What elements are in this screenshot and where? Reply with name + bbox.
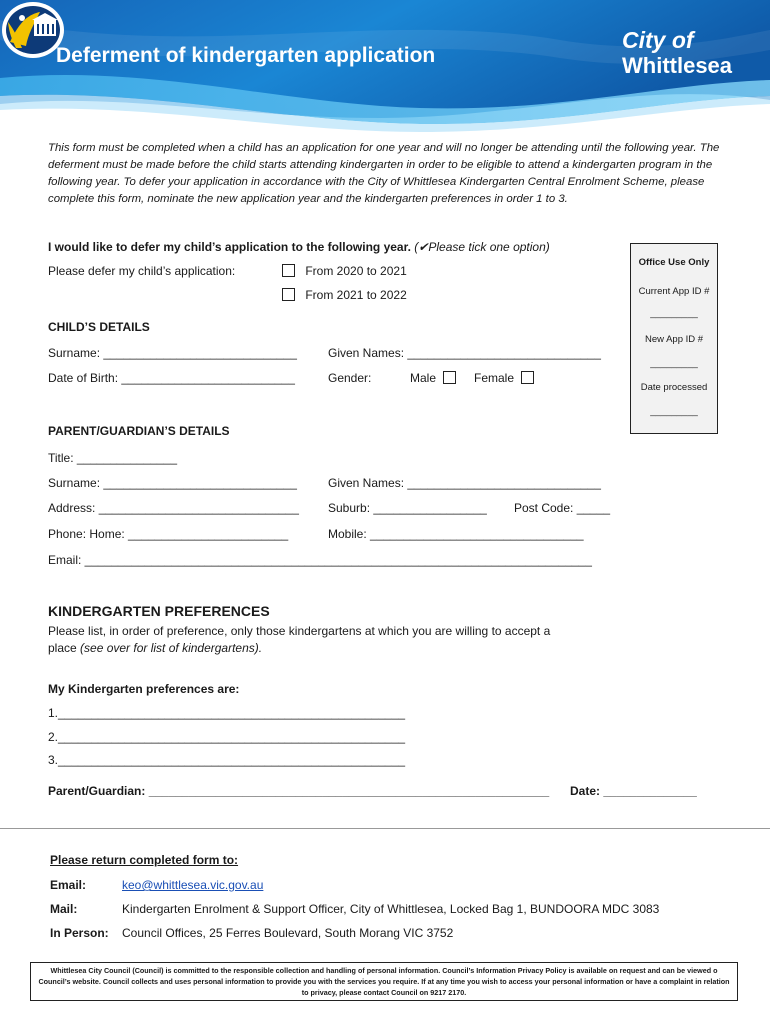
parent-guardian-signature-field[interactable]: Parent/Guardian: ____________________________________________________________: [48, 784, 550, 798]
page-title: Deferment of kindergarten application: [56, 44, 436, 67]
logo-line-1: City of: [622, 27, 694, 53]
child-gender-label: Gender:: [328, 371, 372, 385]
child-dob-field[interactable]: Date of Birth: __________________________: [48, 371, 295, 385]
parent-mobile-field[interactable]: Mobile: ________________________________: [328, 527, 584, 541]
prefs-subheading: My Kindergarten preferences are:: [48, 682, 240, 696]
logo-line-2: Whittlesea: [622, 53, 733, 78]
parent-surname-field[interactable]: Surname: _____________________________: [48, 476, 297, 490]
gender-male-option[interactable]: [410, 371, 456, 385]
city-logo-icon: [0, 0, 66, 60]
defer-label: Please defer my child’s application:: [48, 264, 236, 278]
defer-heading: I would like to defer my child’s application to the following year.: [48, 240, 411, 254]
return-heading: Please return completed form to:: [50, 853, 239, 867]
preference-line-1[interactable]: 1.____________________________________________________: [48, 706, 406, 720]
checkbox-female[interactable]: [521, 371, 534, 384]
city-logo-text: [622, 28, 732, 78]
return-email-label: Email:: [50, 878, 87, 892]
prefs-desc-text: place: [48, 641, 81, 655]
office-current-blank: _________: [650, 308, 698, 319]
header-banner: [0, 0, 770, 135]
parent-title-field[interactable]: Title: _______________: [48, 451, 177, 465]
parent-phone-home-field[interactable]: Phone: Home: ________________________: [48, 527, 289, 541]
option-2021-label: From 2021 to 2022: [305, 288, 407, 302]
checkbox-male[interactable]: [443, 371, 456, 384]
defer-option-2021[interactable]: [282, 288, 407, 302]
child-details-heading: CHILD’S DETAILS: [48, 320, 150, 334]
female-label: Female: [474, 371, 515, 385]
parent-details-heading: PARENT/GUARDIAN’S DETAILS: [48, 424, 230, 438]
gender-female-option[interactable]: [474, 371, 534, 385]
parent-email-field[interactable]: Email: ____________________________________________________________________________: [48, 553, 592, 567]
child-given-names-field[interactable]: Given Names: _____________________________: [328, 346, 601, 360]
return-email-link[interactable]: keo@whittlesea.vic.gov.au: [122, 878, 264, 892]
prefs-heading: KINDERGARTEN PREFERENCES: [48, 603, 270, 619]
parent-suburb-field[interactable]: Suburb: _________________: [328, 501, 487, 515]
office-current-id: Current App ID #: [638, 286, 710, 297]
defer-hint: (✔Please tick one option): [414, 240, 550, 254]
office-use-box: [630, 243, 718, 434]
return-in-person-address: Council Offices, 25 Ferres Boulevard, South Morang VIC 3752: [122, 926, 454, 940]
return-mail-label: Mail:: [50, 902, 78, 916]
office-new-id: New App ID #: [644, 334, 704, 345]
preference-line-3[interactable]: 3.____________________________________________________: [48, 753, 406, 767]
male-label: Male: [410, 371, 437, 385]
parent-given-names-field[interactable]: Given Names: _____________________________: [328, 476, 601, 490]
office-use-title: Office Use Only: [638, 257, 710, 268]
checkbox-2020-2021[interactable]: [282, 264, 295, 277]
prefs-desc-note: (see over for list of kindergartens).: [80, 641, 263, 655]
parent-address-field[interactable]: Address: ______________________________: [48, 501, 299, 515]
intro-paragraph: This form must be completed when a child has an application for one year and will no longer be attending until the following year. The deferment must be made before the child starts attending kindergarten in order to be eligible to attend a kindergarten program in the following year. To defer your application in accordance with the City of Whittlesea Kindergarten Central Enrolment Scheme, please complete this form, nominate the new application year and the kindergarten preferences in order 1 to 3.: [48, 142, 720, 205]
prefs-desc-line1: Please list, in order of preference, only those kindergartens at which you are willing to accept a: [48, 624, 551, 638]
office-date-blank: _________: [650, 406, 698, 417]
child-surname-field[interactable]: Surname: _____________________________: [48, 346, 297, 360]
defer-heading-row: [48, 240, 550, 254]
date-field[interactable]: Date: ______________: [570, 784, 697, 798]
return-in-person-label: In Person:: [50, 926, 109, 940]
defer-option-2020[interactable]: [282, 264, 407, 278]
prefs-desc-line2: [48, 641, 262, 655]
return-mail-address: Kindergarten Enrolment & Support Officer, City of Whittlesea, Locked Bag 1, BUNDOORA MDC 3083: [122, 902, 660, 916]
section-divider: [0, 828, 770, 829]
office-date-processed: Date processed: [640, 382, 708, 393]
checkbox-2021-2022[interactable]: [282, 288, 295, 301]
parent-postcode-field[interactable]: Post Code: _____: [514, 501, 611, 515]
privacy-statement: Whittlesea City Council (Council) is committed to the responsible collection and handling of personal information. Council’s Information Privacy Policy is available on request and can be viewed o Council’s website. Council collects and uses personal information to provide you with the services you require. If at any time you wish to access your personal information or have a complaint in relation to privacy, please contact Council on 9217 2170.: [30, 962, 738, 1001]
option-2020-label: From 2020 to 2021: [305, 264, 407, 278]
preference-line-2[interactable]: 2.____________________________________________________: [48, 730, 406, 744]
office-new-blank: _________: [650, 358, 698, 369]
